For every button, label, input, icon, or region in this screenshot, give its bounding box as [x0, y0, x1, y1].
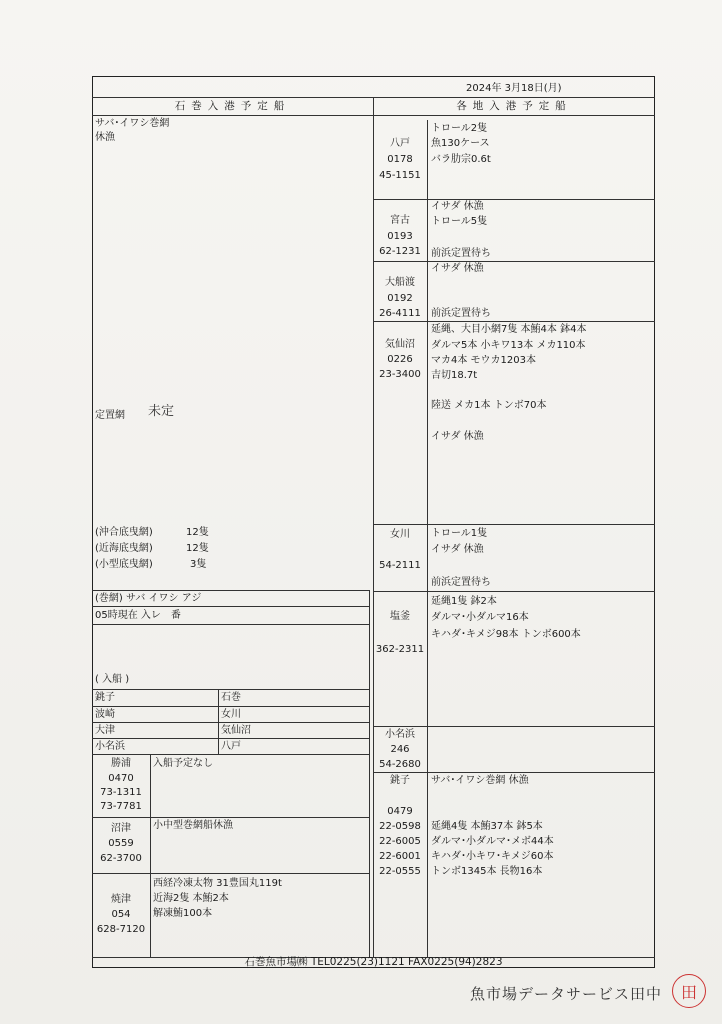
- makiami-line: (巻網) サバ イワシ アジ: [95, 593, 202, 604]
- grid-port-0-0: 銚子: [95, 692, 115, 703]
- handwritten-signature: 魚市場データサービス田中: [470, 985, 663, 1003]
- port-block-info-2-2: 解凍鮪100本: [153, 908, 213, 919]
- saba-title: サバ･イワシ巻網: [95, 118, 170, 129]
- right-port-tel-1-1: 62-1231: [379, 246, 421, 257]
- port-block-tel-0-1: 73-1311: [100, 787, 142, 798]
- right-port-tel-3-0: 0226: [387, 354, 413, 365]
- right-port-tel-3-1: 23-3400: [379, 369, 421, 380]
- right-port-info-5-2: キハダ･キメジ98本 トンボ600本: [431, 629, 581, 640]
- footer-contact: 石巻魚市場㈱ TEL0225(23)1121 FAX0225(94)2823: [244, 956, 503, 968]
- right-port-info-4-4: 前浜定置待ち: [431, 577, 491, 588]
- port-block-info-2-1: 近海2隻 本鮪2本: [153, 893, 229, 904]
- right-port-name-0: 八戸: [390, 138, 410, 149]
- right-port-info-3-1: ダルマ5本 小キワ13本 メカ110本: [431, 340, 586, 351]
- grid-port-3-0: 小名浜: [95, 741, 125, 752]
- port-block-info-0-0: 入船予定なし: [153, 758, 213, 769]
- report-date: 2024年 3月18日(月): [466, 83, 562, 94]
- port-block-info-2-0: 西経冷凍太物 31豊国丸119t: [153, 878, 282, 889]
- right-port-name-5: 塩釜: [390, 611, 410, 622]
- right-port-tel-2-0: 0192: [387, 293, 413, 304]
- right-port-info-5-1: ダルマ･小ダルマ16本: [431, 612, 529, 623]
- right-port-tel-6-0: 246: [390, 744, 410, 755]
- right-port-tel-6-1: 54-2680: [379, 759, 421, 770]
- right-port-name-3: 気仙沼: [385, 339, 415, 350]
- right-port-info-0-2: バラ肋宗0.6t: [431, 154, 491, 165]
- port-block-tel-0-0: 0470: [108, 773, 134, 784]
- right-port-info-3-0: 延縄、大目小網7隻 本鮪4本 鉢4本: [431, 324, 587, 335]
- right-port-info-7-0: サバ･イワシ巻網 休漁: [431, 775, 529, 786]
- right-port-info-7-6: トンボ1345本 長物16本: [431, 866, 543, 877]
- right-port-info-1-4: 前浜定置待ち: [431, 248, 491, 259]
- right-port-name-2: 大船渡: [385, 277, 415, 288]
- right-port-info-5-0: 延縄1隻 鉢2本: [431, 596, 497, 607]
- right-port-tel-7-4: 22-6001: [379, 851, 421, 862]
- saba-status: 休漁: [95, 132, 115, 143]
- right-port-info-4-0: トロール1隻: [431, 528, 488, 539]
- right-port-info-4-1: イサダ 休漁: [431, 544, 484, 555]
- port-block-tel-1-1: 62-3700: [100, 853, 142, 864]
- right-port-name-1: 宮古: [390, 215, 410, 226]
- teichi-label: 定置網: [95, 410, 125, 421]
- port-block-name-1: 沼津: [111, 823, 131, 834]
- left-header: 石巻入港予定船: [174, 100, 291, 112]
- port-block-tel-0-2: 73-7781: [100, 801, 142, 812]
- right-port-info-7-3: 延縄4隻 本鮪37本 鉢5本: [431, 821, 543, 832]
- right-header: 各地入港予定船: [456, 100, 572, 112]
- right-port-tel-7-1: 0479: [387, 806, 413, 817]
- trawl-count-2: 3隻: [190, 559, 207, 570]
- right-port-name-6: 小名浜: [385, 729, 415, 740]
- trawl-name-1: (近海底曳網): [95, 543, 153, 554]
- right-port-info-2-0: イサダ 休漁: [431, 263, 484, 274]
- right-port-info-3-2: マカ4本 モウカ1203本: [431, 355, 536, 366]
- right-port-info-0-0: トロール2隻: [431, 123, 488, 134]
- right-port-tel-0-0: 0178: [387, 154, 413, 165]
- right-port-info-7-5: キハダ･小キワ･キメジ60本: [431, 851, 554, 862]
- grid-port-2-0: 大津: [95, 725, 115, 736]
- right-port-name-7: 銚子: [390, 775, 410, 786]
- right-port-info-3-5: 陸送 メカ1本 トンボ70本: [431, 400, 547, 411]
- grid-port-2-1: 気仙沼: [221, 725, 251, 736]
- port-block-tel-1-0: 0559: [108, 838, 134, 849]
- trawl-count-1: 12隻: [186, 543, 209, 554]
- right-port-info-1-1: トロール5隻: [431, 216, 488, 227]
- port-block-tel-2-1: 628-7120: [96, 924, 146, 935]
- port-block-name-2: 焼津: [111, 894, 131, 905]
- right-port-tel-7-5: 22-0555: [379, 866, 421, 877]
- right-port-info-0-1: 魚130ケース: [431, 138, 490, 149]
- seal-stamp: [672, 974, 706, 1008]
- as-of-line: 05時現在 入レ 番: [95, 610, 181, 621]
- port-block-info-1-0: 小中型巻網船休漁: [153, 820, 233, 831]
- right-port-tel-7-2: 22-0598: [379, 821, 421, 832]
- right-port-info-1-0: イサダ 休漁: [431, 201, 484, 212]
- trawl-name-0: (沖合底曳網): [95, 527, 153, 538]
- grid-port-3-1: 八戸: [221, 741, 241, 752]
- grid-port-1-1: 女川: [221, 709, 241, 720]
- right-port-info-3-7: イサダ 休漁: [431, 431, 484, 442]
- right-port-tel-5-2: 362-2311: [375, 644, 425, 655]
- right-port-tel-0-1: 45-1151: [379, 170, 421, 181]
- grid-port-1-0: 波崎: [95, 709, 115, 720]
- grid-port-0-1: 石巻: [221, 692, 241, 703]
- port-block-tel-2-0: 054: [111, 909, 131, 920]
- trawl-name-2: (小型底曳網): [95, 559, 153, 570]
- right-port-tel-4-2: 54-2111: [379, 560, 421, 571]
- right-port-tel-7-3: 22-6005: [379, 836, 421, 847]
- right-port-info-3-3: 吉切18.7t: [431, 370, 478, 381]
- trawl-count-0: 12隻: [186, 527, 209, 538]
- right-port-info-7-4: ダルマ･小ダルマ･メボ44本: [431, 836, 554, 847]
- teichi-handwritten-note: 未定: [148, 404, 175, 419]
- right-port-name-4: 女川: [390, 529, 410, 540]
- right-port-info-2-4: 前浜定置待ち: [431, 308, 491, 319]
- nyusen-label: ( 入船 ): [95, 674, 130, 685]
- right-port-tel-1-0: 0193: [387, 231, 413, 242]
- port-block-name-0: 勝浦: [111, 758, 131, 769]
- seal-stamp-char: 田: [680, 982, 697, 1002]
- right-port-tel-2-1: 26-4111: [379, 308, 421, 319]
